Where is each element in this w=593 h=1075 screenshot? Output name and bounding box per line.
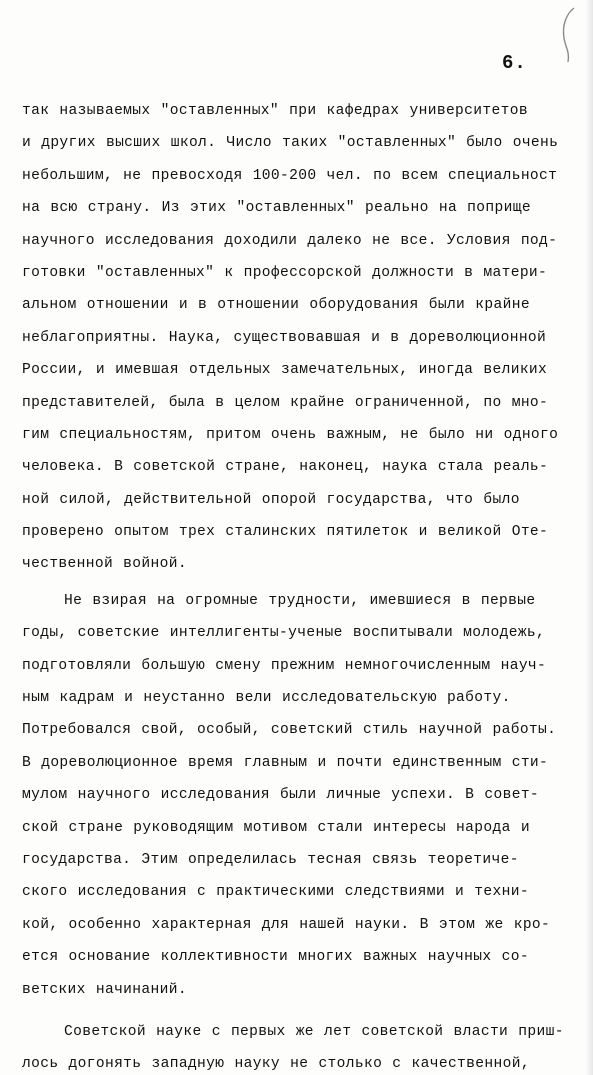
text-line: альном отношении и в отношении оборудования были крайне	[22, 297, 530, 314]
text-line: кой, особенно характерная для нашей науки. В этом же кро-	[22, 916, 551, 933]
text-line: на всю страну. Из этих "оставленных" реально на поприще	[22, 200, 531, 217]
page-number: 6.	[502, 52, 527, 74]
text-line: Потребовался свой, особый, советский стиль научной работы.	[22, 722, 557, 739]
text-line: В дореволюционное время главным и почти единственным сти-	[22, 754, 549, 771]
text-line: научного исследования доходили далеко не все. Условия под-	[22, 232, 558, 249]
text-line: так называемых "оставленных" при кафедрах университетов	[22, 103, 528, 119]
text-line: годы, советские интеллигенты-ученые воспитывали молодежь,	[22, 625, 546, 642]
text-line: ным кадрам и неустанно вели исследовательскую работу.	[22, 690, 511, 707]
text-line: государства. Этим определилась тесная связь теоретиче-	[22, 851, 519, 868]
text-line: человека. В советской стране, наконец, наука стала реаль-	[22, 459, 549, 476]
text-line: чественной войной.	[22, 556, 187, 573]
text-line: небольшим, не превосходя 100-200 чел. по всем специальност	[22, 167, 558, 184]
pencil-mark-icon	[552, 6, 582, 66]
text-line: представителей, была в целом крайне ограниченной, по мно-	[22, 394, 549, 411]
text-line: ского исследования с практическими следствиями и техни-	[22, 884, 529, 901]
text-line: лось догонять западную науку не столько с качественной,	[22, 1056, 530, 1073]
paragraph	[22, 1016, 592, 1075]
text-line: Советской науке с первых же лет советской власти приш-	[64, 1023, 564, 1040]
text-line: проверено опытом трех сталинских пятилеток и великой Оте-	[22, 524, 549, 541]
text-line: неблагоприятны. Наука, существовавшая и в дореволюционной	[22, 329, 547, 346]
text-line: ется основание коллективности многих важных научных со-	[22, 949, 529, 966]
text-line: ветских начинаний.	[22, 981, 187, 998]
text-line: и других высших школ. Число таких "оставленных" было очень	[22, 135, 559, 152]
text-line: ской стране руководящим мотивом стали интересы народа и	[22, 819, 530, 836]
paragraph	[22, 95, 592, 581]
text-line: гим специальностям, притом очень важным, не было ни одного	[22, 426, 559, 443]
text-line: России, и имевшая отдельных замечательных, иногда великих	[22, 362, 548, 379]
text-line: ной силой, действительной опорой государства, что было	[22, 491, 520, 508]
paragraph	[22, 585, 592, 1006]
document-body	[22, 95, 592, 1075]
text-line: подготовляли большую смену прежним немногочисленным науч-	[22, 657, 547, 674]
text-line: Не взирая на огромные трудности, имевшиеся в первые	[64, 592, 536, 609]
text-line: мулом научного исследования были личные успехи. В совет-	[22, 787, 540, 804]
text-line: готовки "оставленных" к профессорской должности в матери-	[22, 264, 548, 281]
